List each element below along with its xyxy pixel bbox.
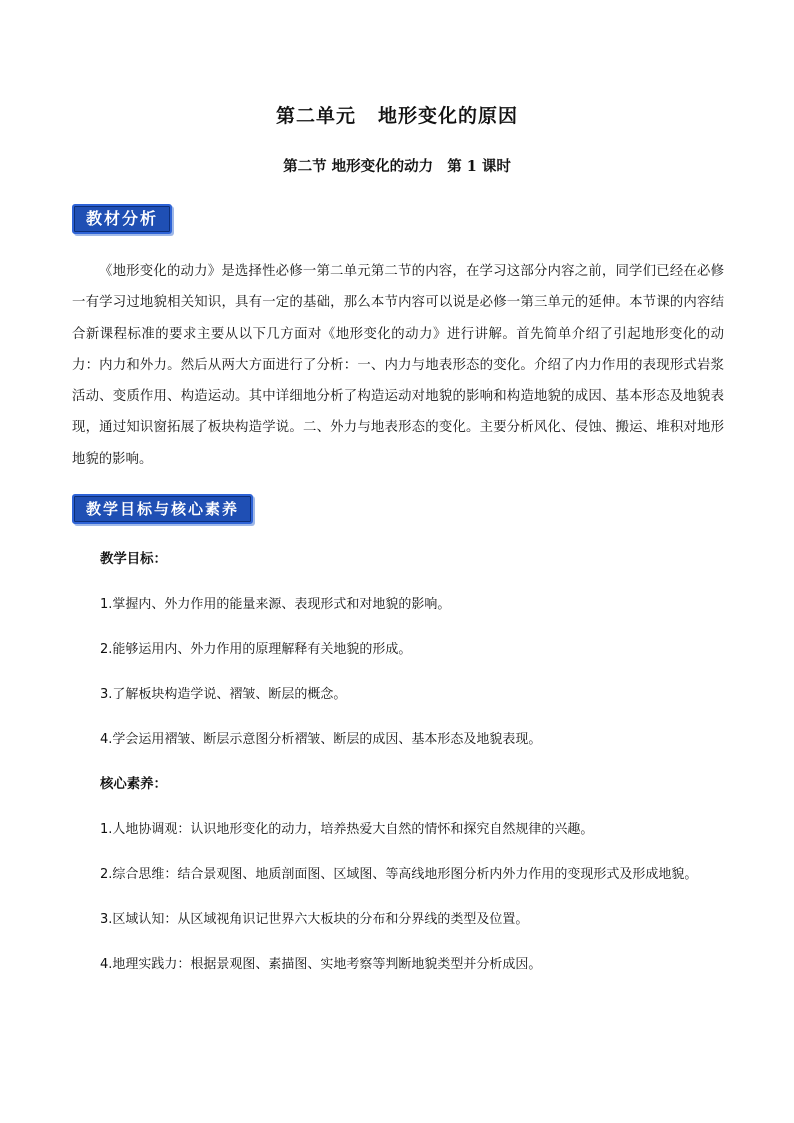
goals-heading: 教学目标： (100, 552, 167, 567)
analysis-badge: 教材分析 (72, 204, 172, 234)
literacy-item: 3.区域认知：从区域视角识记世界六大板块的分布和分界线的类型及位置。 (100, 912, 529, 927)
literacy-heading: 核心素养： (100, 777, 167, 792)
unit-name: 地形变化的原因 (378, 105, 519, 127)
literacy-item: 4.地理实践力：根据景观图、素描图、实地考察等判断地貌类型并分析成因。 (100, 957, 542, 972)
goal-item: 4.学会运用褶皱、断层示意图分析褶皱、断层的成因、基本形态及地貌表现。 (100, 732, 542, 747)
section-name: 第二节 地形变化的动力 (283, 158, 434, 175)
literacy-item: 1.人地协调观：认识地形变化的动力，培养热爱大自然的情怀和探究自然规律的兴趣。 (100, 822, 594, 837)
goal-item: 2.能够运用内、外力作用的原理解释有关地貌的形成。 (100, 642, 412, 657)
document-title (0, 103, 794, 129)
goals-badge: 教学目标与核心素养 (72, 494, 253, 524)
goal-item: 1.掌握内、外力作用的能量来源、表现形式和对地貌的影响。 (100, 597, 451, 612)
unit-label: 第二单元 (275, 105, 356, 127)
lesson-period: 第 1 课时 (447, 158, 511, 175)
literacy-item: 2.综合思维：结合景观图、地质剖面图、区域图、等高线地形图分析内外力作用的变现形式及形成地貌。 (100, 867, 698, 882)
document-subtitle (0, 156, 794, 178)
goal-item: 3.了解板块构造学说、褶皱、断层的概念。 (100, 687, 347, 702)
analysis-paragraph: 《地形变化的动力》是选择性必修一第二单元第二节的内容，在学习这部分内容之前，同学们已经在必修一有学习过地貌相关知识，具有一定的基础，那么本节内容可以说是必修一第三单元的延伸。本节课的内容结合新课程标准的要求主要从以下几方面对《地形变化的动力》进行讲解。首先简单介绍了引起地形变化的动力：内力和外力。然后从两大方面进行了分析：一、内力与地表形态的变化。介绍了内力作用的表现形式岩浆活动、变质作用、构造运动。其中详细地分析了构造运动对地貌的影响和构造地貌的成因、基本形态及地貌表现，通过知识窗拓展了板块构造学说。二、外力与地表形态的变化。主要分析风化、侵蚀、搬运、堆积对地形地貌的影响。 (72, 264, 724, 467)
